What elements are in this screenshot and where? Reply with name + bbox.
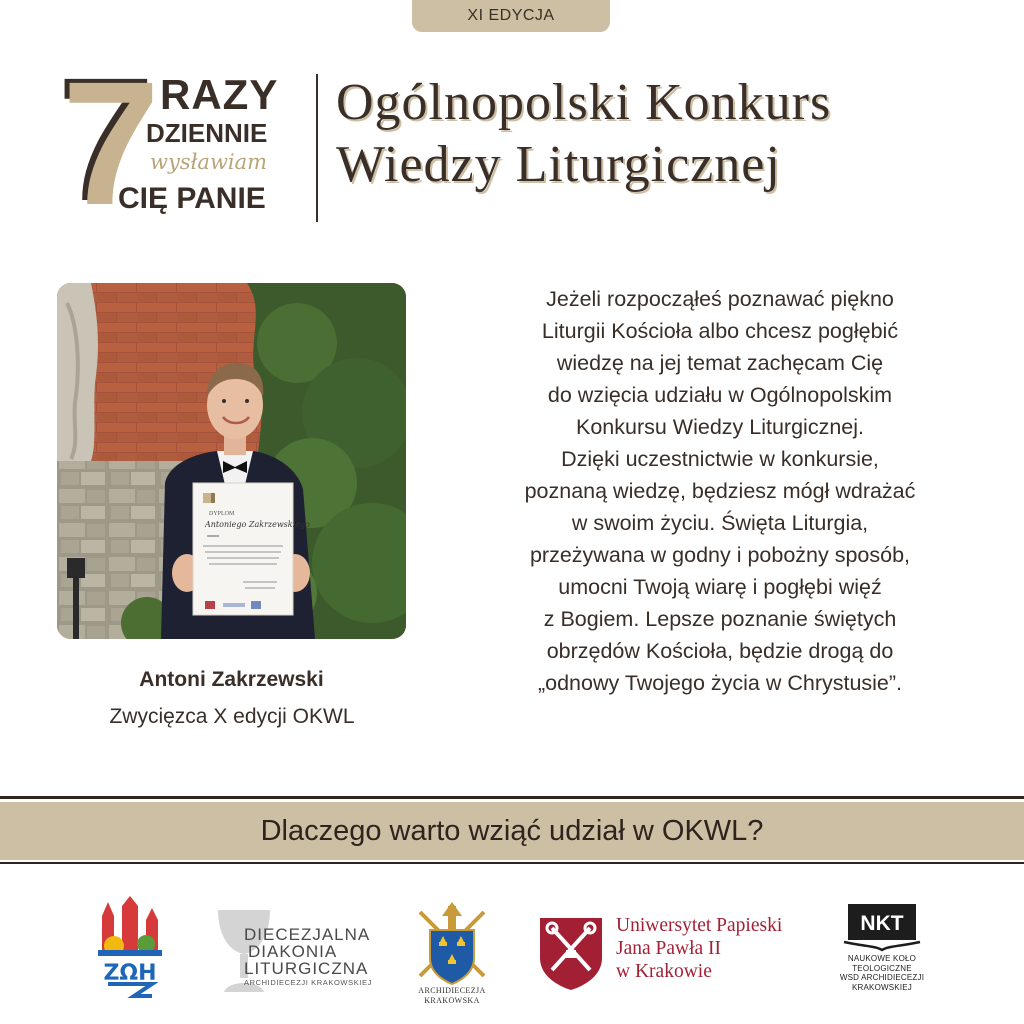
archdiocese-name: [402, 986, 502, 1006]
zoe-logo-icon: [94, 896, 166, 998]
logo-line-dziennie: DZIENNIE: [146, 118, 268, 148]
description-line: Konkursu Wiedzy Liturgicznej.: [576, 415, 864, 439]
logo-line-wyslawiam: wysławiam: [150, 150, 268, 174]
description-line: „odnowy Twojego życia w Chrystusie”.: [537, 671, 903, 695]
winner-photo: [57, 283, 406, 639]
ddl-line-1: DIECEZJALNA: [244, 925, 371, 944]
edition-badge: XI EDYCJA: [412, 0, 610, 32]
partner-logo-ddl: [214, 906, 372, 998]
university-line-3: w Krakowie: [616, 961, 712, 982]
description-line: w swoim życiu. Święta Liturgia,: [571, 511, 869, 535]
winner-title: Zwycięzca X edycji OKWL: [109, 705, 355, 728]
archdiocese-line-1: ARCHIDIECEZJA: [418, 986, 486, 995]
logo-line-cie-panie: CIĘ PANIE: [118, 182, 266, 215]
band-border-top: [0, 796, 1024, 799]
ddl-subtitle: ARCHIDIECEZJI KRAKOWSKIEJ: [244, 978, 372, 987]
diploma-name: Antoniego Zakrzewskiego: [205, 520, 310, 529]
description-line: z Bogiem. Lepsze poznanie świętych: [543, 607, 897, 631]
coat-of-arms-icon: [412, 902, 492, 986]
keys-shield-icon: [538, 914, 604, 990]
winner-name: Antoni Zakrzewski: [139, 668, 324, 691]
page-title: [336, 72, 996, 196]
university-line-1: Uniwersytet Papieski: [616, 915, 783, 936]
logo-line-razy: RAZY: [160, 71, 279, 118]
diploma-heading: DYPLOM: [209, 511, 235, 517]
description-line: Dzięki uczestnictwie w konkursie,: [561, 447, 879, 471]
description-line: obrzędów Kościoła, będzie drogą do: [546, 639, 894, 663]
nkt-line-3: WSD ARCHIDIECEZJI: [839, 973, 925, 982]
logo-number: 7: [62, 46, 160, 242]
title-line-1: Ogólnopolski Konkurs: [336, 74, 832, 131]
title-line-2: Wiedzy Liturgicznej: [336, 136, 781, 193]
event-logo: [62, 46, 302, 242]
partner-logo-upjp2: [538, 914, 800, 990]
description-line: przeżywana w godny i pobożny sposób,: [529, 543, 911, 567]
archdiocese-line-2: KRAKOWSKA: [424, 996, 480, 1005]
ddl-name: [244, 926, 370, 977]
partner-logo-archdiocese: [412, 902, 492, 1008]
ddl-line-3: LITURGICZNA: [244, 959, 369, 978]
zoe-letters: ΖΩΗ: [103, 961, 157, 986]
description-line: Liturgii Kościoła albo chcesz pogłębić: [541, 319, 899, 343]
nkt-line-2: TEOLOGICZNE: [852, 963, 912, 973]
book-icon: [832, 904, 932, 952]
question-banner: Dlaczego warto wziąć udział w OKWL?: [0, 802, 1024, 860]
partner-logo-zoe: [94, 896, 166, 998]
description-line: wiedzę na jej temat zachęcam Cię: [556, 351, 884, 375]
ddl-line-2: DIAKONIA: [248, 942, 338, 961]
description-line: Jeżeli rozpocząłeś poznawać piękno: [546, 287, 894, 311]
partner-logo-nkt: [832, 904, 932, 1004]
nkt-line-4: KRAKOWSKIEJ: [852, 982, 912, 992]
band-border-bottom: [0, 862, 1024, 864]
description-paragraph: [440, 283, 1000, 699]
university-line-2: Jana Pawła II: [616, 938, 722, 959]
description-line: umocni Twoją wiarę i pogłębi więź: [558, 575, 882, 599]
nkt-badge: NKT: [860, 912, 904, 935]
university-name: [616, 914, 782, 983]
nkt-line-1: NAUKOWE KOŁO: [847, 954, 917, 963]
description-line: do wzięcia udziału w Ogólnopolskim: [547, 383, 893, 407]
header-divider: [316, 74, 318, 222]
description-line: poznaną wiedzę, będziesz mógł wdrażać: [524, 479, 916, 503]
nkt-subtitle: [832, 954, 932, 992]
